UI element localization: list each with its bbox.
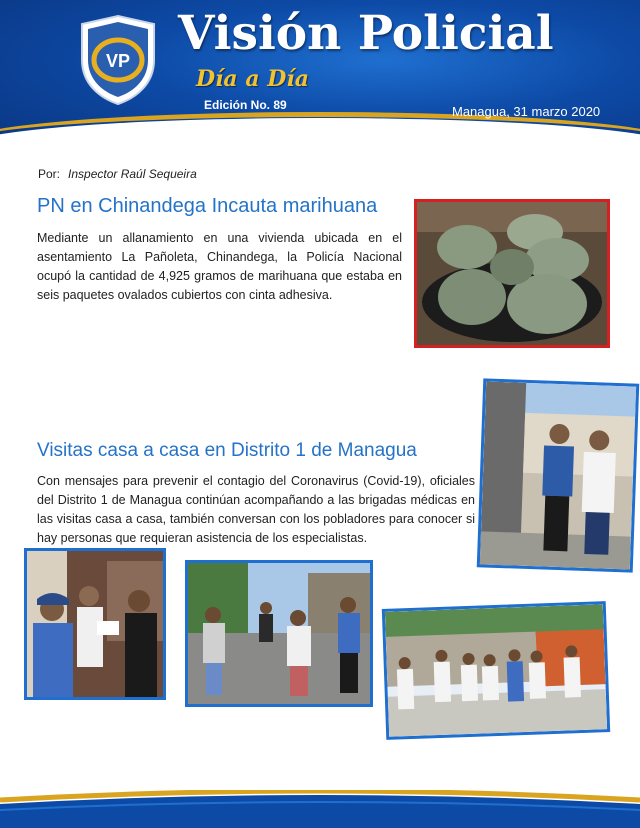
- photo-medical-brigade-group: [382, 601, 610, 740]
- issue-date: Managua, 31 marzo 2020: [452, 104, 601, 119]
- article-1-body: Mediante un allanamiento en una vivienda ubicada en el asentamiento La Pañoleta, Chinandega, la Policía Nacional ocupó la cantidad de 4,925 gramos de marihuana que estaba en seis paquetes ovalados cubiertos con cinta adhesiva.: [37, 231, 402, 302]
- newsletter-subtitle: Día a Día: [196, 66, 309, 92]
- newsletter-title: Visión Policial: [178, 6, 554, 61]
- photo-officers-walking-street: [185, 560, 373, 707]
- byline-label: Por:: [38, 167, 61, 181]
- masthead: [0, 0, 640, 150]
- photo-marijuana-packages: [414, 199, 610, 348]
- photo-officers-at-doorway: [24, 548, 166, 700]
- byline-author: Inspector Raúl Sequeira: [68, 167, 197, 181]
- edition-number: Edición No. 89: [204, 98, 287, 112]
- byline: [38, 167, 197, 181]
- footer-band: [0, 790, 640, 828]
- article-2-body: Con mensajes para prevenir el contagio del Coronavirus (Covid-19), oficiales del Distrito 1 de Managua continúan acompañando a las brigadas médicas en las visitas casa a casa, también conversan con los pobladores para conocer si hay personas que requieran asistencia de los especialistas.: [37, 474, 475, 545]
- vp-shield-logo: [78, 14, 158, 106]
- article-2-headline: Visitas casa a casa en Distrito 1 de Managua: [37, 440, 417, 461]
- logo-text: VP: [105, 51, 131, 71]
- photo-officers-with-doctor: [477, 378, 640, 572]
- article-1-headline: PN en Chinandega Incauta marihuana: [37, 195, 378, 217]
